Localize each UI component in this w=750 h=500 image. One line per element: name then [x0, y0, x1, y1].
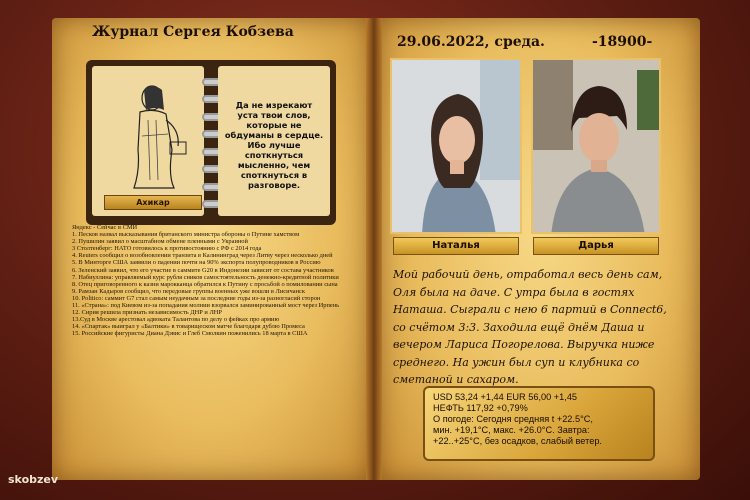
- quote-author-label: Ахикар: [104, 195, 202, 210]
- photo-darya: [531, 58, 661, 234]
- label-darya: Дарья: [533, 237, 659, 255]
- weather-line-1: О погоде: Сегодня средняя t +22.5°C,: [433, 414, 593, 424]
- news-heading: Яндекс - Сейчас в СМИ: [72, 224, 138, 231]
- diary-entry: Мой рабочий день, отработал весь день сам, Оля была на даче. С утра была в гостях Наташа. Сыграли с нею 6 партий в Connect6, со счётом 3:3. Заходила ещё днём Даша и вечером Лариса Погорелова. Выручка ниже среднего. На ужин был суп и клубника со сметаной и сахаром.: [393, 268, 667, 386]
- date-title: 29.06.2022, среда.: [397, 34, 545, 50]
- watermark: skobzev: [8, 473, 59, 486]
- news-item: 10. Politico: саммит G7 стал самым неудачным за последние годы из-за разногласий сторон: [72, 294, 321, 302]
- notebook-left-sheet: [92, 66, 204, 216]
- news-item: 15. Российские фигуристы Диана Дэвис и Глеб Смолкин поженились 18 марта в США: [72, 330, 308, 338]
- news-item: 1. Песков назвал высказывания британского министра обороны о Путине хамством: [72, 231, 300, 239]
- weather-line-2: мин. +19,1°C, макс. +26.0°C. Завтра:: [433, 425, 590, 435]
- news-item: 6. Зеленский заявил, что его участие в саммите G20 в Индонезии зависит от состава участников: [72, 266, 334, 274]
- news-item: 14. «Спартак» выиграл у «Балтики» в товарищеском матче благодаря дублю Промеса: [72, 323, 305, 331]
- currency-rates: USD 53,24 +1,44 EUR 56,00 +1,45: [433, 392, 578, 402]
- news-item: 5. В Минторге США заявили о падении почти на 90% экспорта полупроводников в Россию: [72, 259, 321, 267]
- journal-title: Журнал Сергея Кобзева: [92, 24, 294, 40]
- label-natalya: Наталья: [393, 237, 519, 255]
- news-item: 7. Набиуллина: управляемый курс рубля сников самостоятельность денежно-кредитной политики: [72, 273, 339, 281]
- news-item: 12. Сирия решила признать независимость ДНР и ЛНР: [72, 309, 222, 317]
- news-item: 3 Столтенберг: НАТО готовилось к противостоянию с РФ с 2014 года: [72, 245, 262, 253]
- oil-price: НЕФТЬ 117,92 +0,79%: [433, 403, 528, 413]
- book-spine: [366, 18, 382, 480]
- weather-line-3: +22..+25°C, без осадков, слабый ветер.: [433, 436, 602, 446]
- news-item: 9. Рамзан Кадыров сообщил, что передовые группы военных уже вошли в Лисичанск: [72, 287, 305, 295]
- news-item: 4. Reuters сообщил о возобновлении транзита в Калининград через Литву через несколько дней: [72, 252, 333, 260]
- rates-weather-panel: [423, 386, 655, 461]
- quote-text: Да не изрекают уста твои слов, которые не обдуманы в сердце. Ибо лучше споткнуться мысленно, чем споткнуться в разговоре.: [224, 100, 324, 190]
- quote-notebook: [86, 60, 336, 225]
- news-item: 8. Отец приговоренного к казни марокканца обратился к Путину с просьбой о помиловании сына: [72, 280, 338, 288]
- natalya-portrait: [392, 60, 522, 234]
- news-item: 2. Пушилин заявил о масштабном обмене пленными с Украиной: [72, 238, 248, 246]
- sage-illustration: [110, 80, 198, 190]
- entry-number: -18900-: [592, 34, 653, 50]
- darya-portrait: [533, 60, 661, 234]
- news-item: 13.Суд в Москве арестовал адвоката Талантова по делу о фейках про армию: [72, 316, 280, 324]
- news-list: [72, 224, 350, 338]
- photo-natalya: [390, 58, 522, 234]
- news-item: 11. «Страна»: под Киевом из-за попадания молнии взорвался заминированный мост через Ирпень: [72, 302, 340, 310]
